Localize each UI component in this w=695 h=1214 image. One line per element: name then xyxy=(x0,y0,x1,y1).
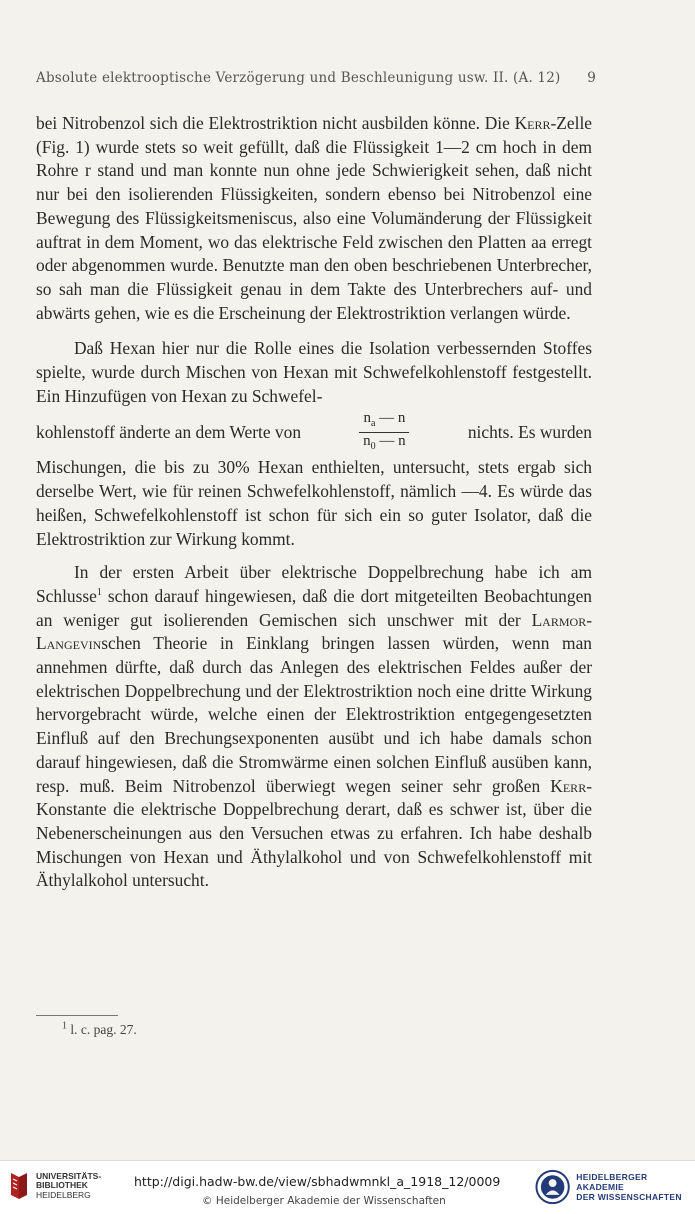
paragraph-2: Daß Hexan hier nur die Rolle eines die Isolation verbessernden Stoffes spielte, wurde durch Mischen von Hexan mit Schwefelkohlenstoff festgestellt. Ein Hinzufügen von Hexan zu Schwefel- xyxy=(36,338,592,406)
fraction-formula xyxy=(359,410,409,455)
academy-logo[interactable] xyxy=(535,1169,695,1205)
kerr-name-2: Kerr xyxy=(550,775,587,796)
larmor-langevin-name: Larmor-Langevin xyxy=(36,609,592,654)
fraction-denominator: $n_0$ — n xyxy=(363,432,406,452)
body-text xyxy=(36,112,592,893)
paragraph-3: In der ersten Arbeit über elektrische Doppelbrechung habe ich am Schlusse$^1$ schon darauf hingewiesen, daß die dort mitgeteilten Beobachtungen an weniger gut isolierenden Gemischen sich unschwer mit der Larmor-Langevinschen Theorie in Einklang bringen lassen würden, wenn man annehmen dürfte, daß durch das Anlegen des elektrischen Feldes außer der elektrischen Doppelbrechung und der Elektrostriktion noch eine dritte Wirkung hervorgebracht würde, welche einen der Elektrostriktion entgegengesetzten Einfluß auf den Brechungsexponenten ausübt und ich habe damals schon darauf hingewiesen, daß die Stromwärme einen solchen Einfluß ausüben kann, resp. muß. Beim Nitrobenzol überwiegt wegen seiner sehr großen Kerr-Konstante die elektrische Doppelbrechung derart, daß es schwer ist, über die Nebenerscheinungen aus den Versuchen etwas zu erfahren. Ich habe deshalb Mischungen von Hexan und Äthylalkohol und von Schwefelkohlenstoff mit Äthylalkohol untersucht. xyxy=(36,562,592,891)
paragraph-1: bei Nitrobenzol sich die Elektrostriktion nicht ausbilden könne. Die Kerr-Zelle (Fig. 1) wurde stets so weit gefüllt, daß die Flüssigkeit 1—2 cm hoch in dem Rohre r stand und man konnte nun ohne jede Schwierigkeit sehen, daß nicht nur bei den isolierenden Flüssigkeiten, sondern ebenso bei Nitrobenzol eine Bewegung des Flüssigkeitsmeniscus, also eine Volumänderung der Flüssigkeit auftrat in dem Moment, wo das elektrische Feld zwischen den Platten aa erregt oder abgenommen wurde. Benutzte man den oben beschriebenen Unterbrecher, so sah man die Flüssigkeit genau in dem Takte des Unterbrechers auf- und abwärts gehen, wie es die Erscheinung der Elektrostriktion verlangen würde. xyxy=(36,113,592,323)
library-name: UNIVERSITÄTS- BIBLIOTHEK HEIDELBERG xyxy=(36,1170,102,1200)
fraction-line-left: kohlenstoff änderte an dem Werte von xyxy=(36,421,302,442)
kerr-name: Kerr xyxy=(514,113,551,133)
fraction-numerator: $n_a$ — n xyxy=(359,410,409,433)
permalink-url[interactable]: http://digi.hadw-bw.de/view/sbhadwmnkl_a_1918_12/0009 xyxy=(134,1174,501,1189)
paragraph-2-continued: Mischungen, die bis zu 30% Hexan enthielten, untersucht, stets ergab sich derselbe Wert, wie für reinen Schwefelkohlenstoff, nämlich —4. Es würde das heißen, Schwefelkohlenstoff ist schon für sich ein so guter Isolator, daß die Elektrostriktion zur Wirkung kommt. xyxy=(36,457,592,549)
footnote-reference: 1 xyxy=(96,587,102,599)
running-head xyxy=(36,70,596,86)
footnote-divider xyxy=(36,1015,118,1016)
viewer-footer xyxy=(0,1160,695,1214)
footnote xyxy=(62,1022,137,1038)
running-title: Absolute elektrooptische Verzögerung und Beschleunigung usw. II. (A. 12) xyxy=(36,70,561,86)
university-library-logo[interactable] xyxy=(8,1171,101,1201)
copyright-notice: © Heidelberger Akademie der Wissenschaften xyxy=(202,1195,446,1207)
university-library-logo-icon xyxy=(8,1171,30,1201)
footnote-text: l. c. pag. 27. xyxy=(67,1022,137,1037)
academy-seal-icon xyxy=(535,1169,570,1205)
footnote-marker: 1 xyxy=(62,1020,67,1032)
academy-name: HEIDELBERGER AKADEMIE DER WISSENSCHAFTEN xyxy=(576,1172,682,1202)
page-number: 9 xyxy=(587,70,596,86)
fraction-line-right: nichts. Es wurden xyxy=(467,421,592,442)
fraction-line xyxy=(36,408,592,456)
